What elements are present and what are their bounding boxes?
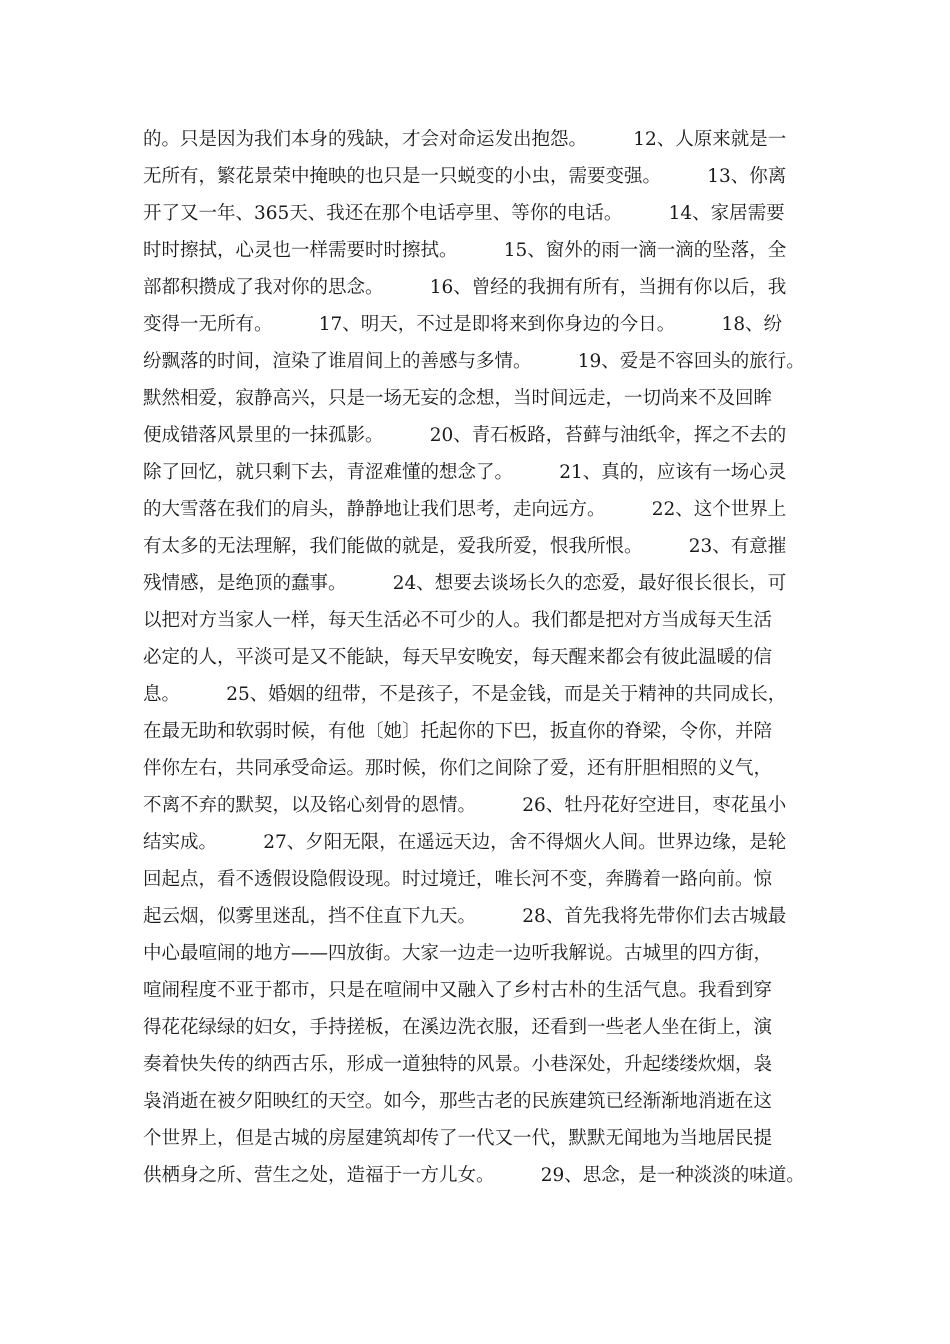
text-line: 变得一无所有。 17、明天，不过是即将来到你身边的今日。 18、纷	[143, 314, 783, 335]
text-line: 中心最喧闹的地方——四放街。大家一边走一边听我解说。古城里的四方街，	[143, 943, 773, 964]
text-line: 以把对方当家人一样，每天生活必不可少的人。我们都是把对方当成每天生活	[143, 610, 773, 631]
text-line: 回起点，看不透假设隐假设现。时过境迁，唯长河不变，奔腾着一路向前。惊	[143, 869, 773, 890]
text-line: 时时擦拭，心灵也一样需要时时擦拭。 15、窗外的雨一滴一滴的坠落，全	[143, 240, 787, 261]
text-line: 个世界上，但是古城的房屋建筑却传了一代又一代，默默无闻地为当地居民提	[143, 1128, 773, 1149]
text-line: 的大雪落在我们的肩头，静静地让我们思考，走向远方。 22、这个世界上	[143, 499, 787, 520]
text-line: 结实成。 27、夕阳无限，在遥远天边，舍不得烟火人间。世界边缘，是轮	[143, 832, 787, 853]
text-line: 便成错落风景里的一抹孤影。 20、青石板路，苔藓与油纸伞，挥之不去的	[143, 425, 787, 446]
text-line: 得花花绿绿的妇女，手持搓板，在溪边洗衣服，还看到一些老人坐在街上，演	[143, 1017, 773, 1038]
text-line: 的。只是因为我们本身的残缺，才会对命运发出抱怨。 12、人原来就是一	[143, 129, 787, 150]
text-line: 默然相爱，寂静高兴，只是一场无妄的念想，当时间远走，一切尚来不及回眸	[143, 388, 773, 409]
text-line: 不离不弃的默契，以及铭心刻骨的恩情。 26、牡丹花好空进目，枣花虽小	[143, 795, 787, 816]
text-line: 起云烟，似雾里迷乱，挡不住直下九天。 28、首先我将先带你们去古城最	[143, 906, 787, 927]
text-line: 喧闹程度不亚于都市，只是在喧闹中又融入了乡村古朴的生活气息。我看到穿	[143, 980, 773, 1001]
text-line: 有太多的无法理解，我们能做的就是，爱我所爱，恨我所恨。 23、有意摧	[143, 536, 787, 557]
text-line: 袅消逝在被夕阳映红的天空。如今，那些古老的民族建筑已经渐渐地消逝在这	[143, 1091, 773, 1112]
text-line: 开了又一年、365天、我还在那个电话亭里、等你的电话。 14、家居需要	[143, 203, 785, 224]
text-line: 无所有，繁花景荣中掩映的也只是一只蜕变的小虫，需要变强。 13、你离	[143, 166, 787, 187]
text-line: 残情感，是绝顶的蠢事。 24、想要去谈场长久的恋爱，最好很长很长，可	[143, 573, 787, 594]
text-line: 息。 25、婚姻的纽带，不是孩子，不是金钱，而是关于精神的共同成长，	[143, 684, 787, 705]
text-line: 必定的人，平淡可是又不能缺，每天早安晚安，每天醒来都会有彼此温暖的信	[143, 647, 773, 668]
body-text	[143, 121, 823, 1194]
text-line: 伴你左右，共同承受命运。那时候，你们之间除了爱，还有肝胆相照的义气，	[143, 758, 773, 779]
text-line: 在最无助和软弱时候，有他〔她〕托起你的下巴，扳直你的脊梁，令你，并陪	[143, 721, 773, 742]
text-line: 供栖身之所、营生之处，造福于一方儿女。 29、思念，是一种淡淡的味道。	[143, 1165, 805, 1186]
text-line: 部都积攒成了我对你的思念。 16、曾经的我拥有所有，当拥有你以后，我	[143, 277, 787, 298]
text-line: 除了回忆，就只剩下去，青涩难懂的想念了。 21、真的，应该有一场心灵	[143, 462, 787, 483]
text-line: 奏着快失传的纳西古乐，形成一道独特的风景。小巷深处，升起缕缕炊烟，袅	[143, 1054, 773, 1075]
text-line: 纷飘落的时间，渲染了谁眉间上的善感与多情。 19、爱是不容回头的旅行。	[143, 351, 805, 372]
